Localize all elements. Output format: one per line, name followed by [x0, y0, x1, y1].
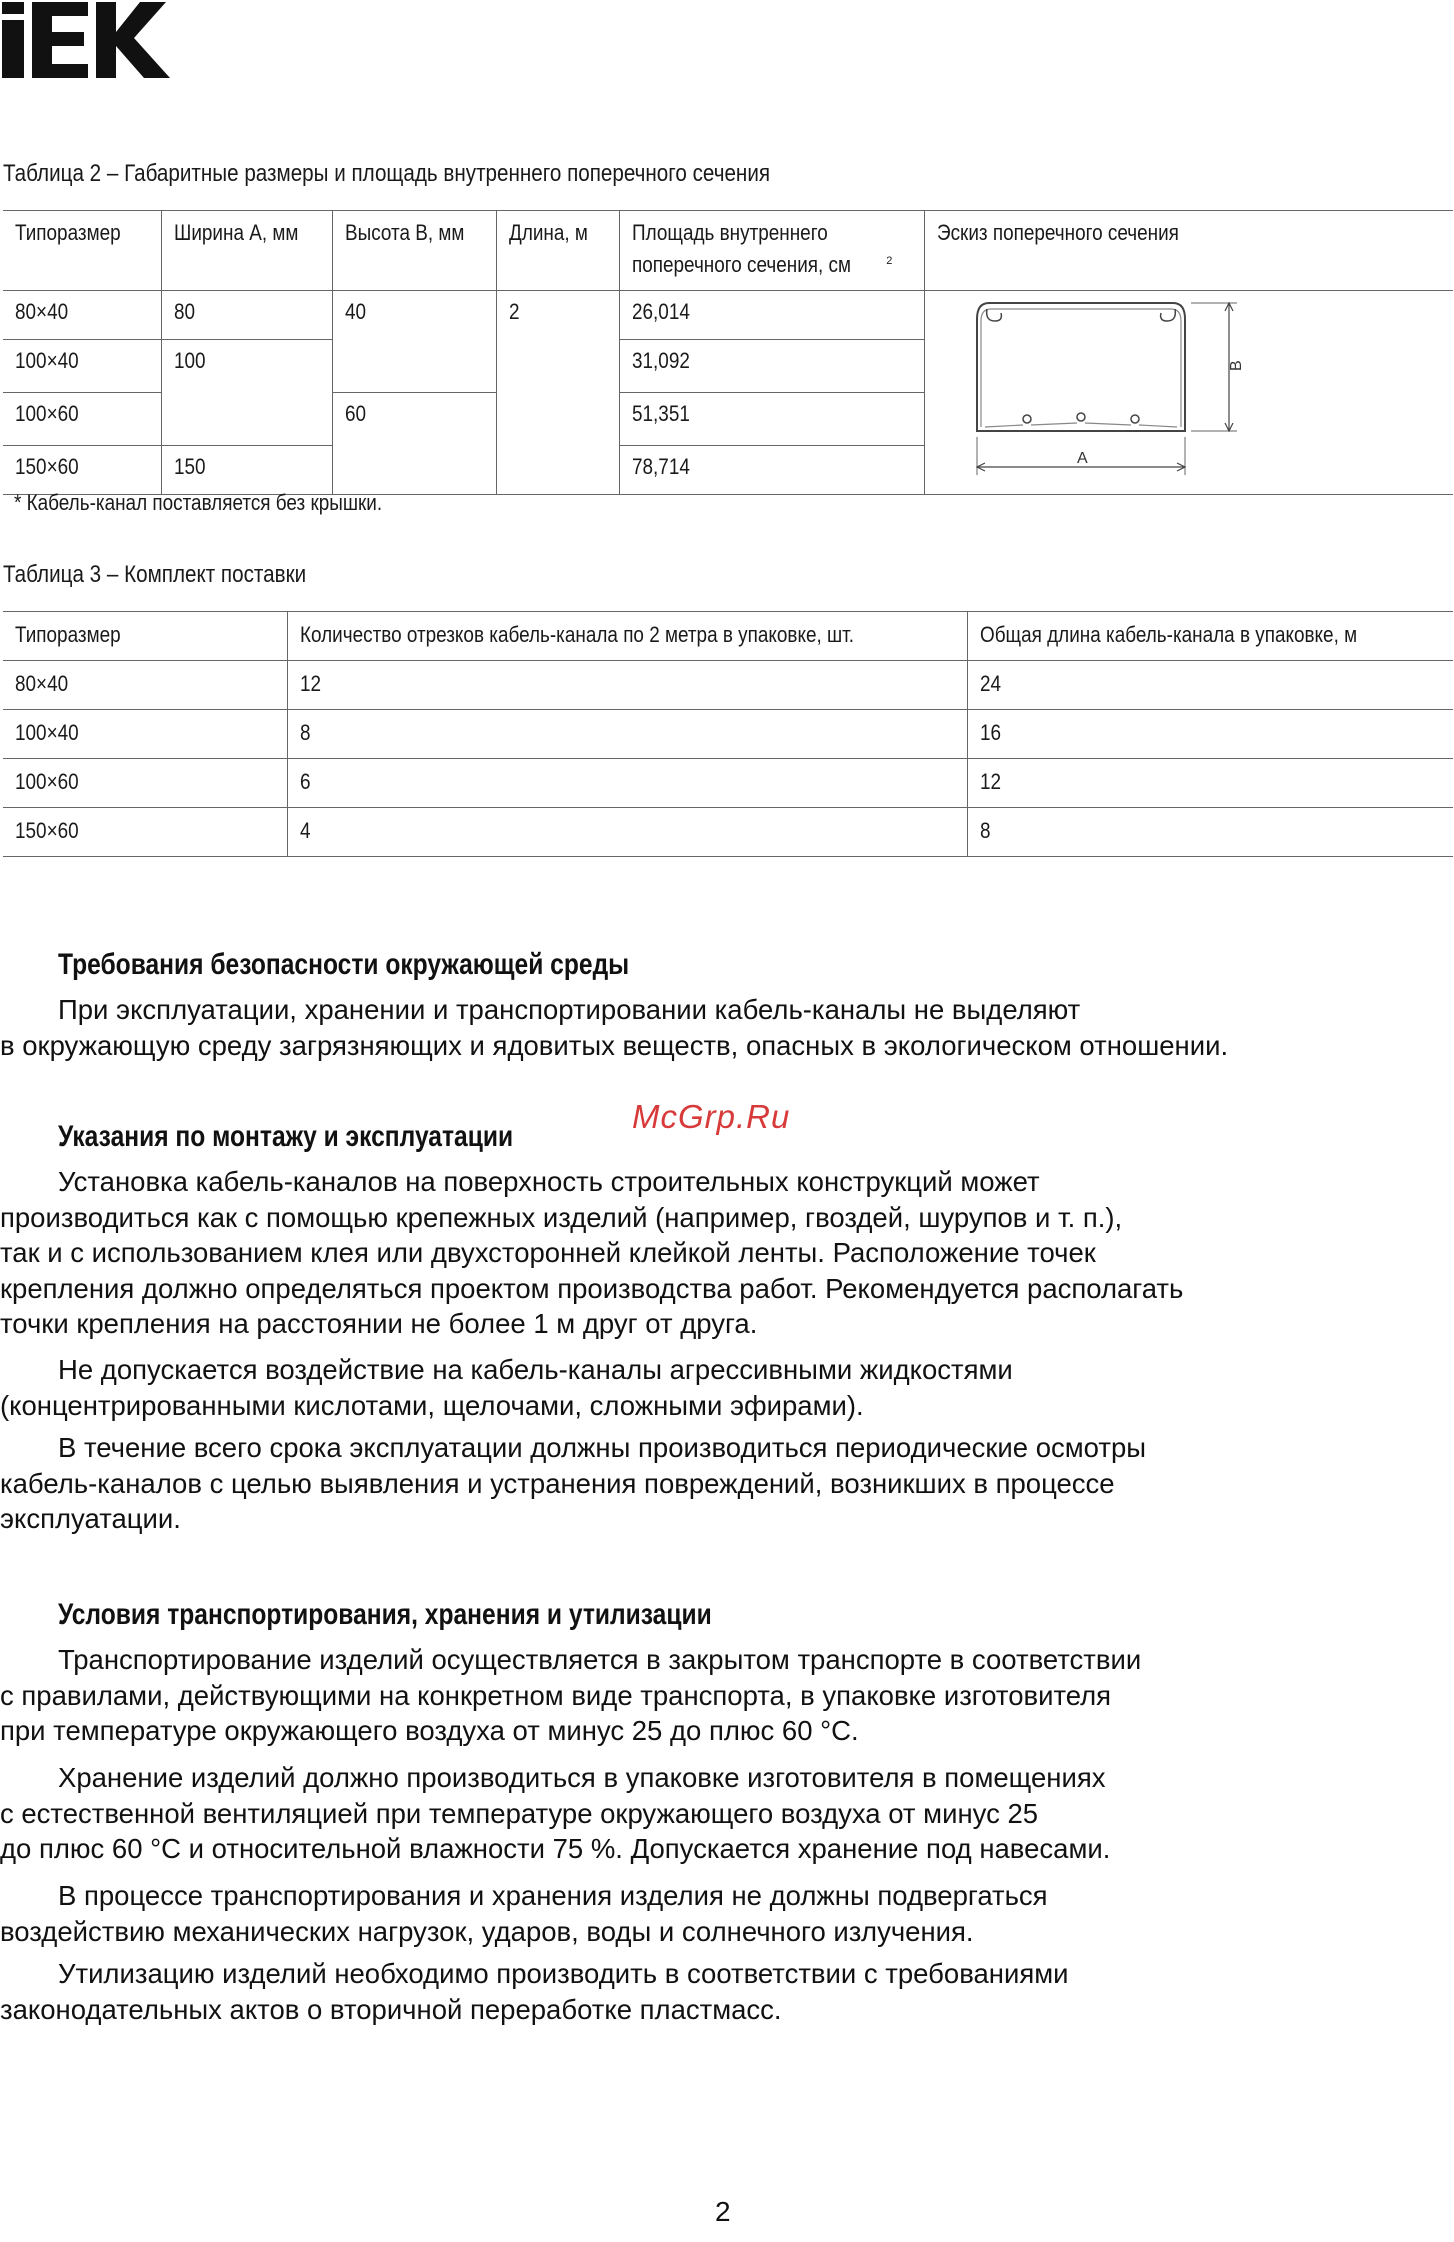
paragraph: Не допускается воздействие на кабель-каналы агрессивными жидкостями (концентрированными кислотами, щелочами, сложными эфирами).	[0, 1354, 1013, 1421]
dimension-label-a: A	[1076, 450, 1088, 467]
dimension-label-b: B	[1227, 360, 1245, 371]
cell-total-length: 16	[967, 710, 1453, 759]
header-cell: Количество отрезков кабель-канала по 2 метра в упаковке, шт.	[287, 612, 967, 661]
header-cell: Общая длина кабель-канала в упаковке, м	[967, 612, 1453, 661]
cell-length: 2	[496, 291, 619, 495]
cross-section-sketch-cell	[924, 291, 1453, 495]
header-cell: Эскиз поперечного сечения	[924, 211, 1453, 291]
cell-count: 12	[287, 661, 967, 710]
table-row	[3, 291, 1453, 340]
cell-count: 4	[287, 808, 967, 857]
paragraph: Транспортирование изделий осуществляется в закрытом транспорте в соответствии с правилами, действующими на конкретном виде транспорта, в упаковке изготовителя при температуре окружающего воздуха от минус 25 до плюс 60 °С.	[0, 1644, 1142, 1746]
delivery-set-table	[3, 611, 1453, 857]
header-cell: Площадь внутреннего поперечного сечения, см $^2$	[619, 211, 924, 291]
paragraph: При эксплуатации, хранении и транспортировании кабель-каналы не выделяют в окружающую среду загрязняющих и ядовитых веществ, опасных в экологическом отношении.	[0, 994, 1229, 1061]
dimensions-table	[3, 210, 1453, 495]
cell-area: 31,092	[619, 340, 924, 393]
cell-total-length: 24	[967, 661, 1453, 710]
cell-area: 51,351	[619, 393, 924, 446]
cell-size: 100×40	[3, 710, 287, 759]
cell-size: 80×40	[3, 661, 287, 710]
page-number: 2	[715, 2196, 731, 2227]
watermark: McGrp.Ru	[632, 1098, 791, 1135]
header-cell: Ширина А, мм	[161, 211, 332, 291]
table-row	[3, 710, 1453, 759]
section-heading-environment: Требования безопасности окружающей среды	[58, 948, 630, 981]
table-row	[3, 759, 1453, 808]
iek-logo-graphic	[2, 2, 174, 78]
table-header-row	[3, 612, 1453, 661]
paragraph: В процессе транспортирования и хранения изделия не должны подвергаться воздействию механических нагрузок, ударов, воды и солнечного излучения.	[0, 1880, 1048, 1947]
cross-section-sketch	[925, 291, 1454, 487]
table2-note: * Кабель-канал поставляется без крышки.	[14, 490, 383, 515]
section-heading-installation: Указания по монтажу и эксплуатации	[58, 1120, 514, 1153]
cell-area: 26,014	[619, 291, 924, 340]
paragraph: Хранение изделий должно производиться в упаковке изготовителя в помещениях с естественной вентиляцией при температуре окружающего воздуха от минус 25 до плюс 60 °С и относительной влажности 75 %. Допускается хранение под навесами.	[0, 1762, 1111, 1864]
cell-width: 100	[161, 340, 332, 446]
cell-size: 100×60	[3, 393, 161, 446]
cell-total-length: 8	[967, 808, 1453, 857]
table-row	[3, 808, 1453, 857]
cell-count: 8	[287, 710, 967, 759]
table2-caption: Таблица 2 – Габаритные размеры и площадь внутреннего поперечного сечения	[3, 160, 771, 187]
cell-total-length: 12	[967, 759, 1453, 808]
cell-width: 80	[161, 291, 332, 340]
cell-size: 100×40	[3, 340, 161, 393]
cell-size: 80×40	[3, 291, 161, 340]
header-cell: Высота В, мм	[332, 211, 496, 291]
paragraph: Установка кабель-каналов на поверхность строительных конструкций может производиться как с помощью крепежных изделий (например, гвоздей, шурупов и т. п.), так и с использованием клея или двухсторонней клейкой ленты. Расположение точек крепления должно определяться проектом производства работ. Рекомендуется располагать точки крепления на расстоянии не более 1 м друг от друга.	[0, 1166, 1184, 1339]
header-cell: Типоразмер	[3, 211, 161, 291]
cell-size: 150×60	[3, 808, 287, 857]
cell-size: 100×60	[3, 759, 287, 808]
cell-count: 6	[287, 759, 967, 808]
cell-height: 40	[332, 291, 496, 393]
table3-caption: Таблица 3 – Комплект поставки	[3, 561, 307, 588]
iek-logo	[2, 2, 174, 83]
cell-area: 78,714	[619, 446, 924, 495]
table-header-row	[3, 211, 1453, 291]
superscript-2: 2	[886, 255, 893, 267]
cell-size: 150×60	[3, 446, 161, 495]
paragraph: В течение всего срока эксплуатации должны производиться периодические осмотры кабель-каналов с целью выявления и устранения повреждений, возникших в процессе эксплуатации.	[0, 1432, 1147, 1534]
section-heading-transport: Условия транспортирования, хранения и утилизации	[58, 1598, 712, 1631]
paragraph: Утилизацию изделий необходимо производить в соответствии с требованиями законодательных актов о вторичной переработке пластмасс.	[0, 1958, 1069, 2025]
header-cell: Длина, м	[496, 211, 619, 291]
header-cell: Типоразмер	[3, 612, 287, 661]
cell-width: 150	[161, 446, 332, 495]
cell-height: 60	[332, 393, 496, 495]
table-row	[3, 661, 1453, 710]
